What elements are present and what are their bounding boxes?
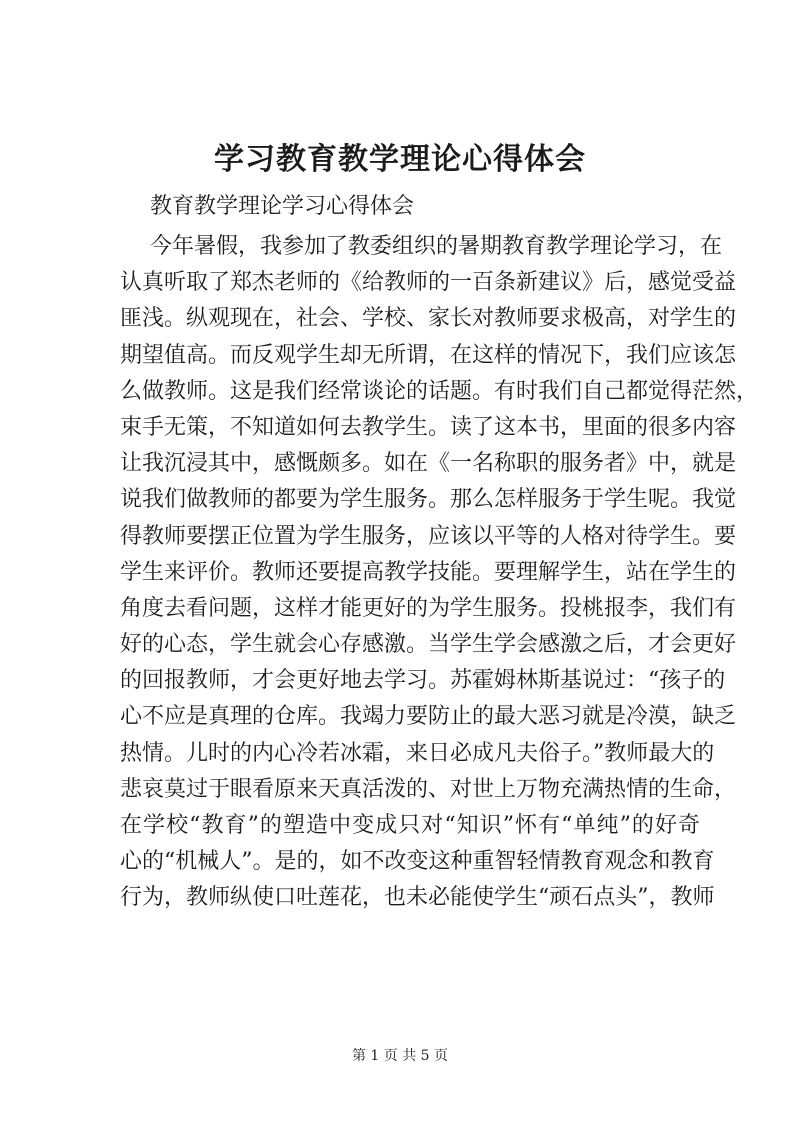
text-line: 角度去看问题，这样才能更好的为学生服务。投桃报李，我们有	[120, 595, 737, 621]
text-line: 说我们做教师的都要为学生服务。那么怎样服务于学生呢。我觉	[120, 487, 737, 513]
page-number-footer: 第 1 页 共 5 页	[351, 1048, 449, 1064]
document-title: 学习教育教学理论心得体会	[214, 142, 586, 177]
text-line: 认真听取了郑杰老师的《给教师的一百条新建议》后，感觉受益	[120, 270, 737, 296]
text-line: 让我沉浸其中，感慨颇多。如在《一名称职的服务者》中，就是	[120, 451, 737, 477]
text-line: 心的“机械人”。是的，如不改变这种重智轻情教育观念和教育	[120, 849, 715, 875]
text-line: 的回报教师，才会更好地去学习。苏霍姆林斯基说过：“孩子的	[120, 668, 726, 694]
text-line: 热情。儿时的内心冷若冰霜，来日必成凡夫俗子。”教师最大的	[120, 740, 715, 766]
text-line: 在学校“教育”的塑造中变成只对“知识”怀有“单纯”的好奇	[120, 813, 700, 838]
text-line: 学生来评价。教师还要提高教学技能。要理解学生，站在学生的	[120, 559, 737, 585]
text-line: 得教师要摆正位置为学生服务，应该以平等的人格对待学生。要	[120, 523, 737, 549]
body-text	[120, 229, 759, 917]
document-subtitle: 教育教学理论学习心得体会	[150, 194, 415, 219]
text-line: 行为，教师纵使口吐莲花，也未必能使学生“顽石点头”，教师	[120, 885, 715, 911]
text-line: 么做教师。这是我们经常谈论的话题。有时我们自己都觉得茫然，	[120, 378, 759, 404]
text-line: 束手无策，不知道如何去教学生。读了这本书，里面的很多内容	[120, 414, 737, 440]
text-line: 今年暑假，我参加了教委组织的暑期教育教学理论学习，在	[150, 234, 723, 259]
text-line: 匪浅。纵观现在，社会、学校、家长对教师要求极高，对学生的	[120, 306, 737, 332]
text-line: 悲哀莫过于眼看原来天真活泼的、对世上万物充满热情的生命，	[120, 776, 737, 802]
text-line: 期望值高。而反观学生却无所谓，在这样的情况下，我们应该怎	[120, 342, 737, 368]
text-line: 好的心态，学生就会心存感激。当学生学会感激之后，才会更好	[120, 632, 737, 658]
text-line: 心不应是真理的仓库。我竭力要防止的最大恶习就是冷漠，缺乏	[120, 704, 737, 730]
